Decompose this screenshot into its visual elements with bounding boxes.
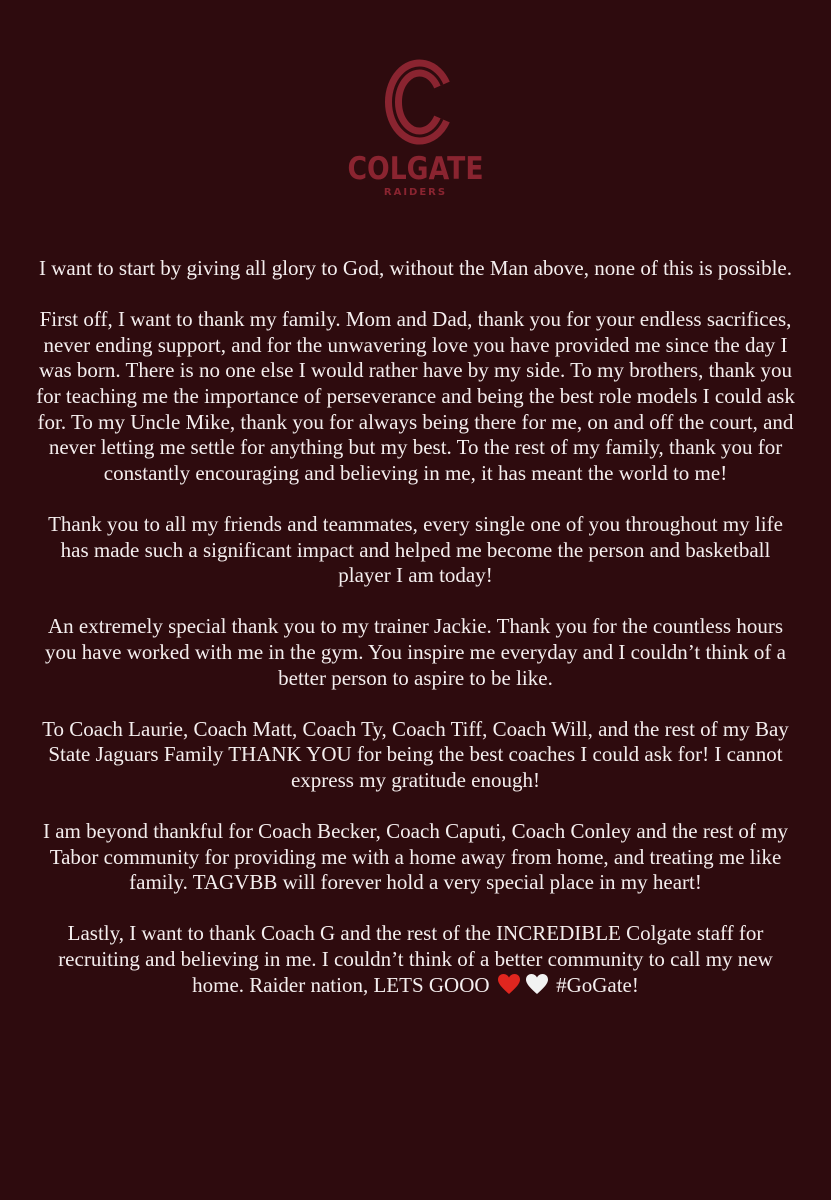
colgate-c-logo-icon — [382, 58, 450, 146]
paragraph-aau-coaches: To Coach Laurie, Coach Matt, Coach Ty, Coach Tiff, Coach Will, and the rest of my Bay State Jaguars Family THANK YOU for being the best coaches I could ask for! I cannot express my gratitude enough! — [42, 716, 789, 792]
paragraph-gratitude-god: I want to start by giving all glory to God, without the Man above, none of this is possible. — [39, 256, 792, 280]
letter-body — [34, 256, 797, 1024]
logo-wordmark: COLGATE — [347, 151, 484, 187]
paragraph-tabor-community: I am beyond thankful for Coach Becker, Coach Caputi, Coach Conley and the rest of my Tabor community for providing me with a home away from home, and treating me like family. TAGVBB will forever hold a very special place in my heart! — [42, 819, 789, 895]
colgate-raiders-logo — [0, 58, 831, 200]
hashtag-text: #GoGate! — [550, 972, 639, 997]
closing-text: Lastly, I want to thank Coach G and the rest of the INCREDIBLE Colgate staff for recruiting and believing in me. I couldn’t think of a better community to call my new home. Raider nation, LETS GOOO — [58, 921, 773, 997]
red-heart-icon — [497, 973, 521, 995]
paragraph-trainer: An extremely special thank you to my trainer Jackie. Thank you for the countless hours you have worked with me in the gym. You inspire me everyday and I couldn’t think of a better person to aspire to be like. — [45, 614, 786, 690]
white-heart-icon — [525, 973, 549, 995]
paragraph-friends-teammates: Thank you to all my friends and teammates, every single one of you throughout my life has made such a significant impact and helped me become the person and basketball player I am today! — [48, 511, 783, 588]
paragraph-colgate-closing — [34, 921, 797, 998]
logo-subtitle: RAIDERS — [383, 187, 448, 198]
paragraph-family: First off, I want to thank my family. Mom and Dad, thank you for your endless sacrifices, never ending support, and for the unwavering love you have provided me since the day I was born. There is no one else I would rather have by my side. To my brothers, thank you for teaching me the importance of perseverance and being the best role models I could ask for. To my Uncle Mike, thank you for always being there for me, on and off the court, and never letting me settle for anything but my best. To the rest of my family, thank you for constantly encouraging and believing in me, it has meant the world to me! — [36, 307, 795, 485]
